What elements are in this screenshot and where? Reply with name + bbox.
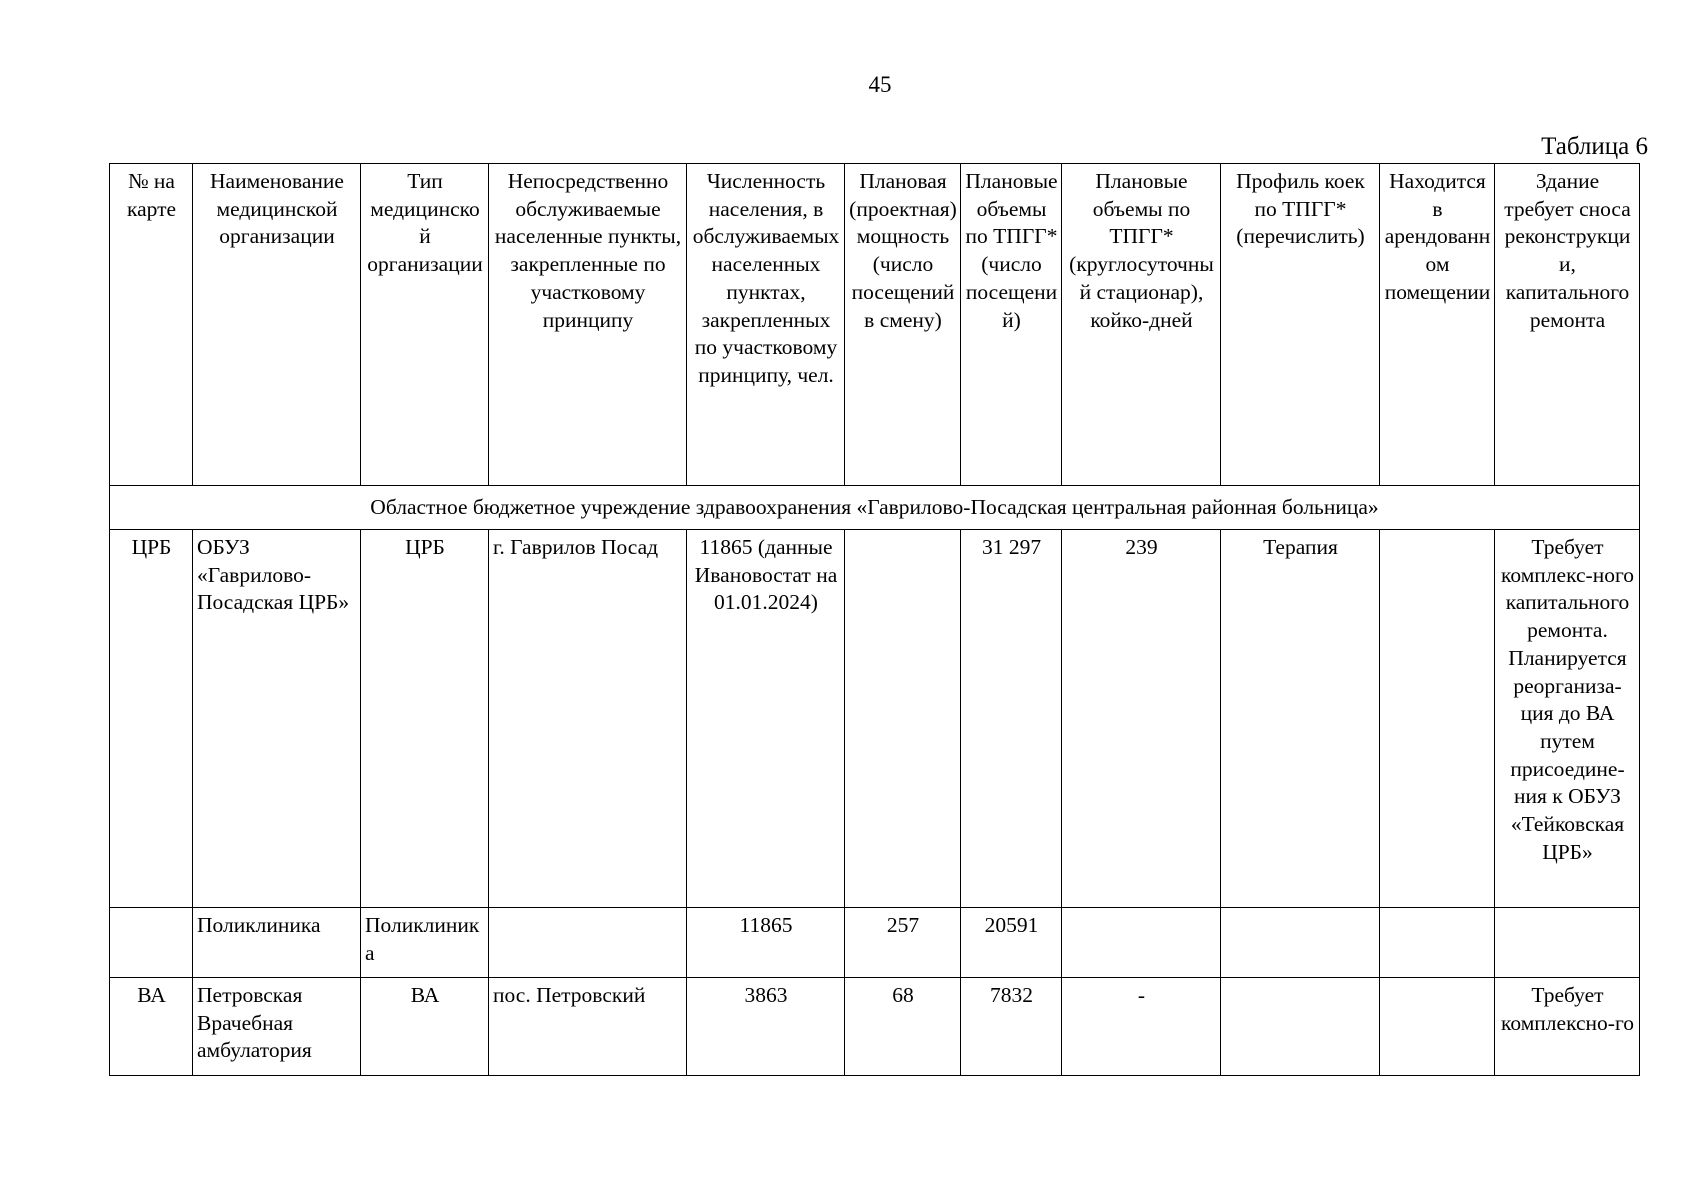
table-row (110, 908, 1640, 978)
cell-population: 3863 (687, 978, 845, 1076)
cell-visits: 7832 (961, 978, 1062, 1076)
table-caption: Таблица 6 (1541, 133, 1648, 160)
cell-rented (1380, 530, 1495, 908)
cell-map-number: ЦРБ (110, 530, 193, 908)
cell-bed-profile (1221, 978, 1380, 1076)
cell-org-name: ОБУЗ «Гаврилово-Посадская ЦРБ» (193, 530, 361, 908)
header-cell-bed-profile: Профиль коек по ТПГГ* (перечислить) (1221, 164, 1380, 486)
cell-org-name: Петровская Врачебная амбулатория (193, 978, 361, 1076)
cell-map-number: ВА (110, 978, 193, 1076)
cell-settlements: пос. Петровский (489, 978, 687, 1076)
cell-capacity: 257 (845, 908, 961, 978)
cell-rented (1380, 908, 1495, 978)
header-cell-visits: Плановые объемы по ТПГГ* (число посещений) (961, 164, 1062, 486)
cell-capacity (845, 530, 961, 908)
cell-settlements: г. Гаврилов Посад (489, 530, 687, 908)
org-title-cell: Областное бюджетное учреждение здравоохранения «Гаврилово-Посадская центральная районная больница» (110, 486, 1640, 530)
cell-visits: 20591 (961, 908, 1062, 978)
page-number: 45 (868, 72, 892, 97)
cell-bed-days (1062, 908, 1221, 978)
cell-building: Требует комплекс-ного капитального ремонта. Планируется реорганиза-ция до ВА путем присоедине-ния к ОБУЗ «Тейковская ЦРБ» (1495, 530, 1640, 908)
header-cell-org-name: Наименование медицинской организации (193, 164, 361, 486)
cell-capacity: 68 (845, 978, 961, 1076)
cell-visits: 31 297 (961, 530, 1062, 908)
header-cell-settlements: Непосредственно обслуживаемые населенные пункты, закрепленные по участковому принципу (489, 164, 687, 486)
header-cell-rented: Находится в арендованном помещении (1380, 164, 1495, 486)
header-cell-org-type: Тип медицинской организации (361, 164, 489, 486)
cell-map-number (110, 908, 193, 978)
header-cell-building: Здание требует сноса реконструкции, капитального ремонта (1495, 164, 1640, 486)
org-title-row (110, 486, 1640, 530)
cell-building (1495, 908, 1640, 978)
cell-bed-profile: Терапия (1221, 530, 1380, 908)
header-cell-capacity: Плановая (проектная) мощность (число посещений в смену) (845, 164, 961, 486)
cell-org-type: ВА (361, 978, 489, 1076)
cell-bed-profile (1221, 908, 1380, 978)
table-row (110, 978, 1640, 1076)
cell-population: 11865 (687, 908, 845, 978)
cell-org-type: ЦРБ (361, 530, 489, 908)
header-cell-population: Численность населения, в обслуживаемых населенных пунктах, закрепленных по участковому принципу, чел. (687, 164, 845, 486)
medical-organizations-table (109, 163, 1640, 1076)
cell-population: 11865 (данные Ивановостат на 01.01.2024) (687, 530, 845, 908)
cell-org-name: Поликлиника (193, 908, 361, 978)
header-cell-map-number: № на карте (110, 164, 193, 486)
cell-bed-days: 239 (1062, 530, 1221, 908)
header-cell-bed-days: Плановые объемы по ТПГГ* (круглосуточный стационар), койко-дней (1062, 164, 1221, 486)
table-row (110, 530, 1640, 908)
cell-org-type: Поликлиника (361, 908, 489, 978)
cell-building: Требует комплексно-го (1495, 978, 1640, 1076)
header-row (110, 164, 1640, 486)
cell-rented (1380, 978, 1495, 1076)
cell-settlements (489, 908, 687, 978)
cell-bed-days: - (1062, 978, 1221, 1076)
